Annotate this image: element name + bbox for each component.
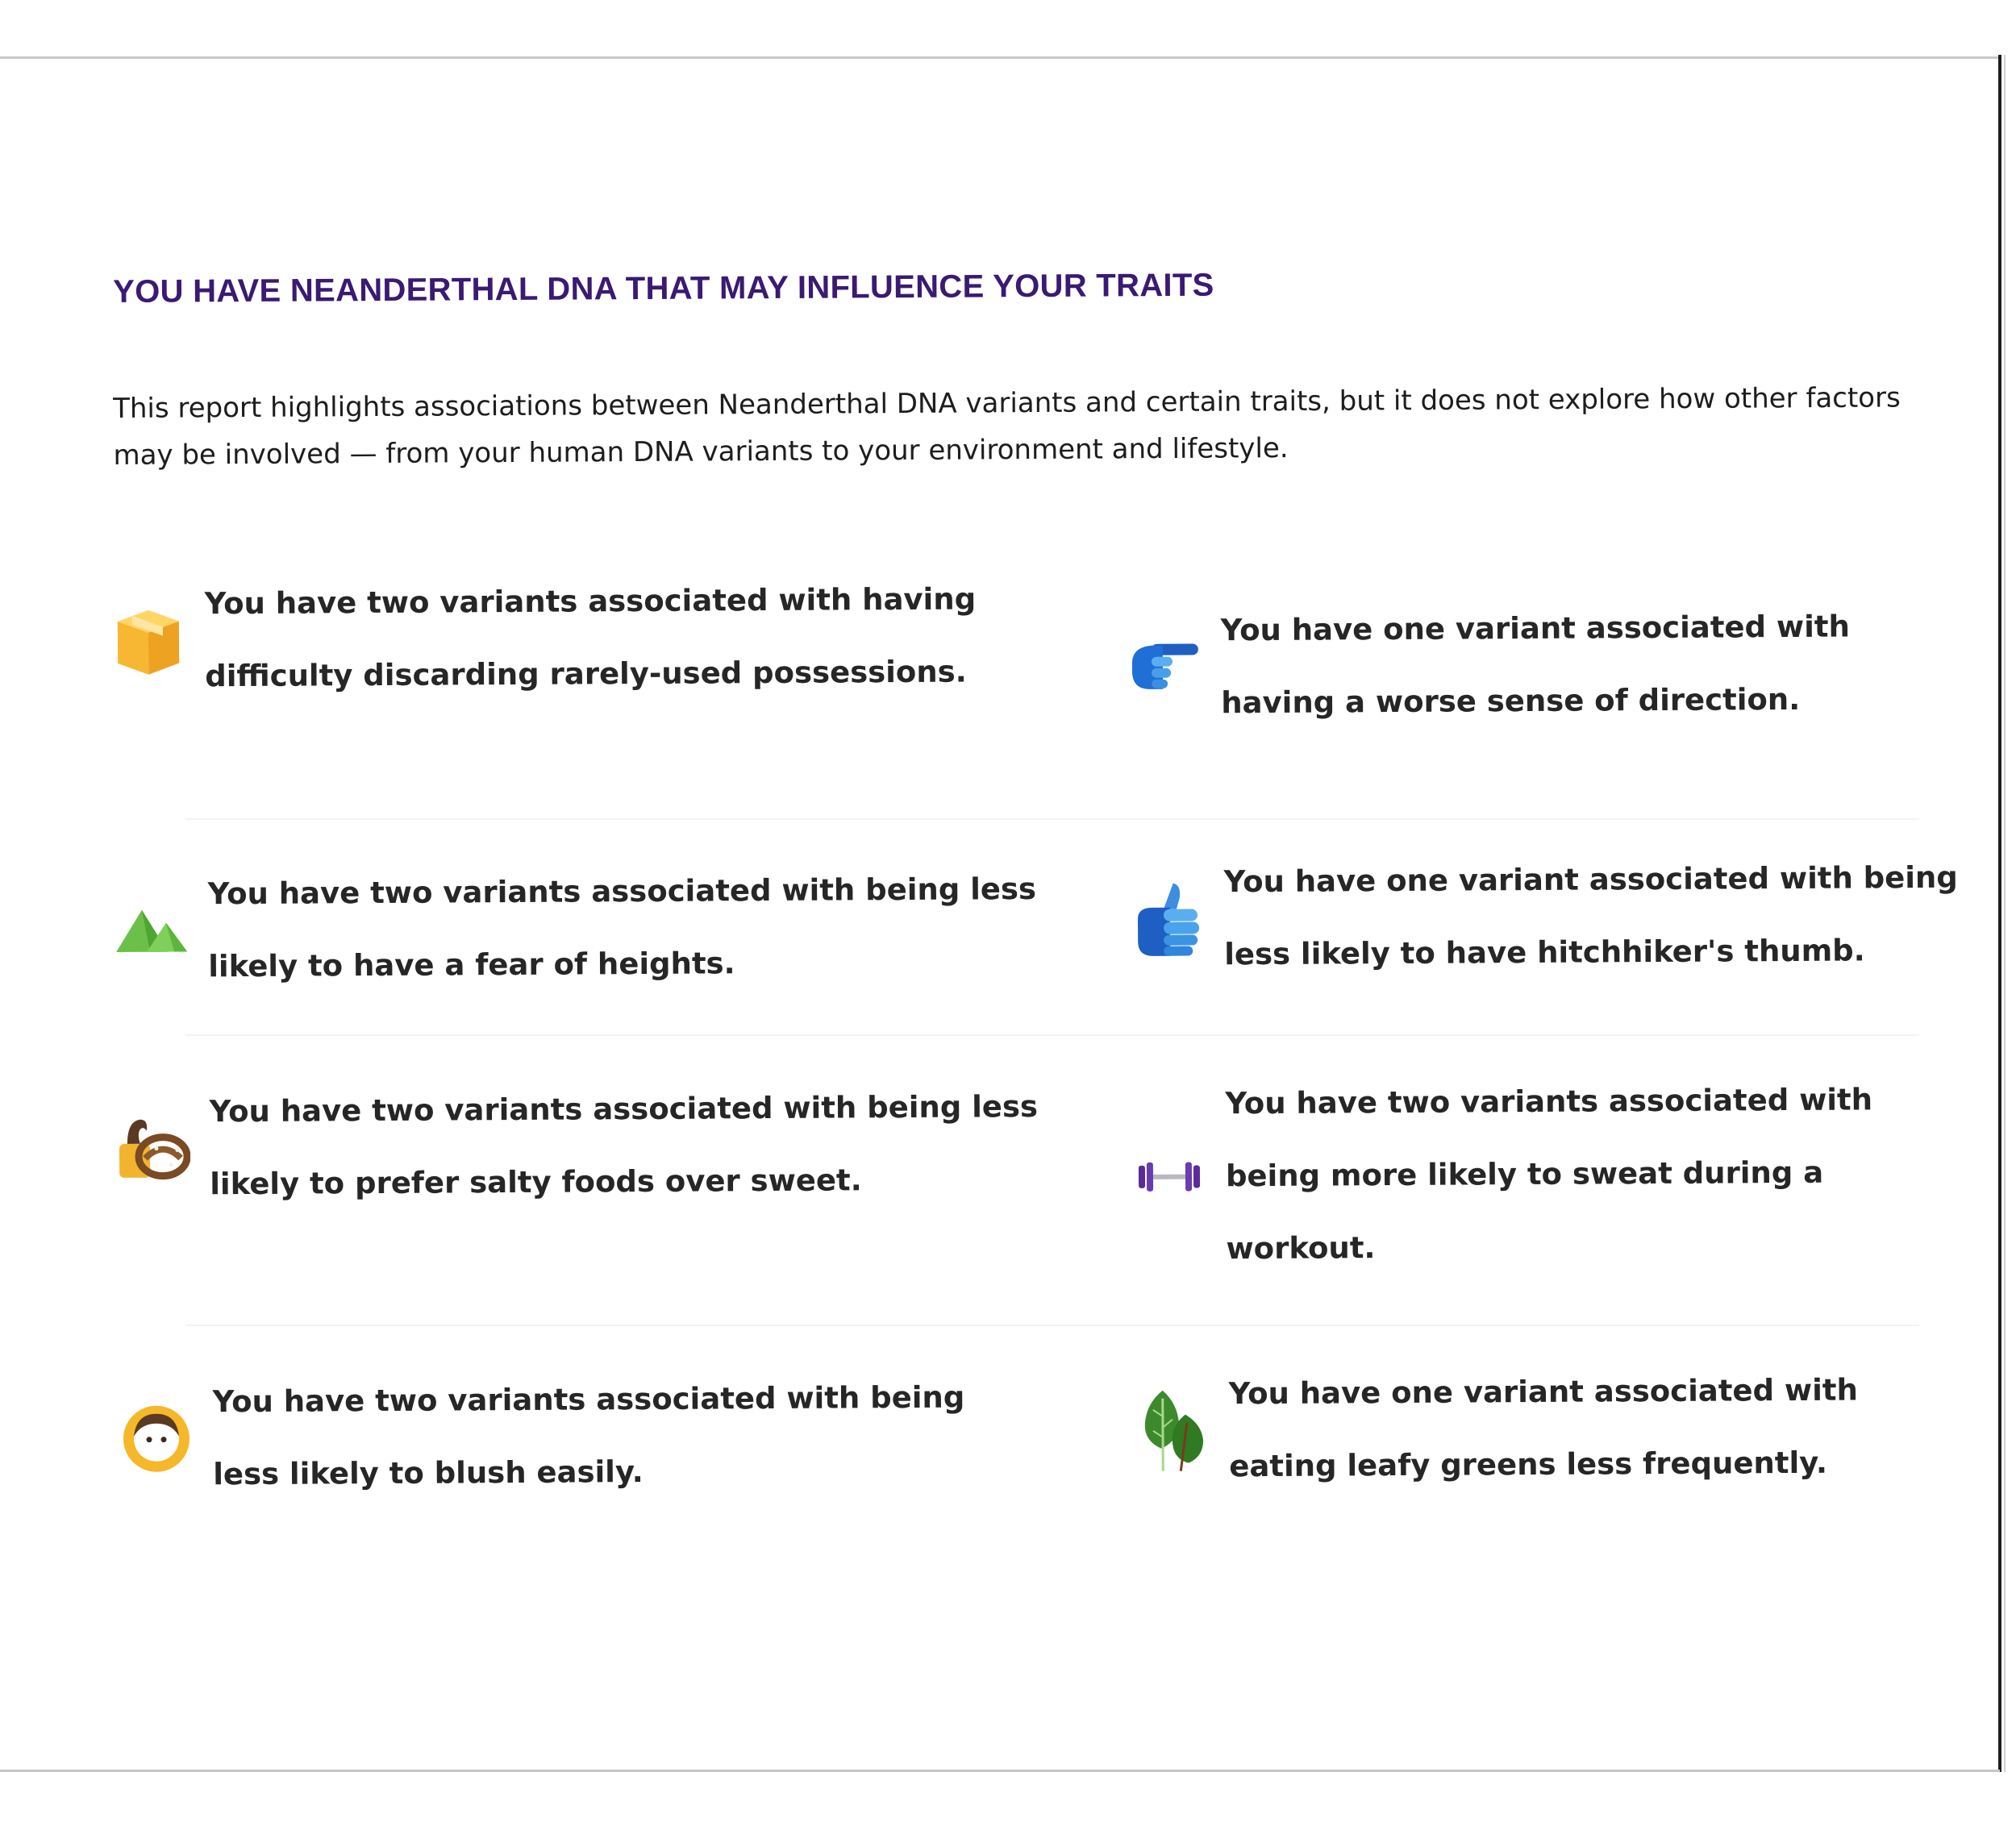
face-icon [118,1400,196,1478]
pointing-hand-icon [1126,628,1204,706]
trait-text: You have two variants associated with being less likely to blush easily. [212,1379,965,1492]
trait-text: You have two variants associated with being less likely to prefer salty foods over sweet. [209,1089,1039,1202]
pretzel-icon [115,1109,193,1188]
trait-text: You have one variant associated with eating leafy greens less frequently. [1228,1372,1858,1484]
row-divider [185,1325,1919,1326]
trait-item [109,563,1061,713]
trait-text: You have one variant associated with having a worse sense of direction. [1220,609,1850,721]
thumbs-up-icon [1129,880,1207,958]
trait-text: You have two variants associated with being less likely to have a fear of heights. [207,871,1037,984]
trait-item [1125,590,1972,740]
page-edge-bottom [0,1770,2000,1772]
row-divider [185,1034,1919,1036]
page-title: YOU HAVE NEANDERTHAL DNA THAT MAY INFLUENCE YOUR TRAITS [113,267,1214,310]
page-edge-top [0,56,2000,59]
mountain-icon [113,892,191,970]
box-icon [110,601,188,680]
trait-item [114,1070,1123,1221]
trait-item [117,1361,1005,1512]
trait-item [1130,1063,1986,1286]
leafy-greens-icon [1134,1391,1212,1470]
trait-text: You have one variant associated with being less likely to have hitchhiker's thumb. [1223,859,1958,972]
dumbbell-icon [1131,1138,1209,1216]
trait-item [1133,1354,1989,1504]
trait-item [112,853,1097,1004]
row-divider [185,818,1919,820]
trait-text: You have two variants associated with being more likely to sweat during a workout. [1225,1082,1873,1267]
intro-paragraph: This report highlights associations between Neanderthal DNA variants and certain traits, but it does not explore how other factors may be involved — from your human DNA variants to your environment and lifestyle. [113,381,1901,472]
trait-item [1128,841,2008,992]
trait-text: You have two variants associated with having difficulty discarding rarely-used possessions. [204,581,977,694]
